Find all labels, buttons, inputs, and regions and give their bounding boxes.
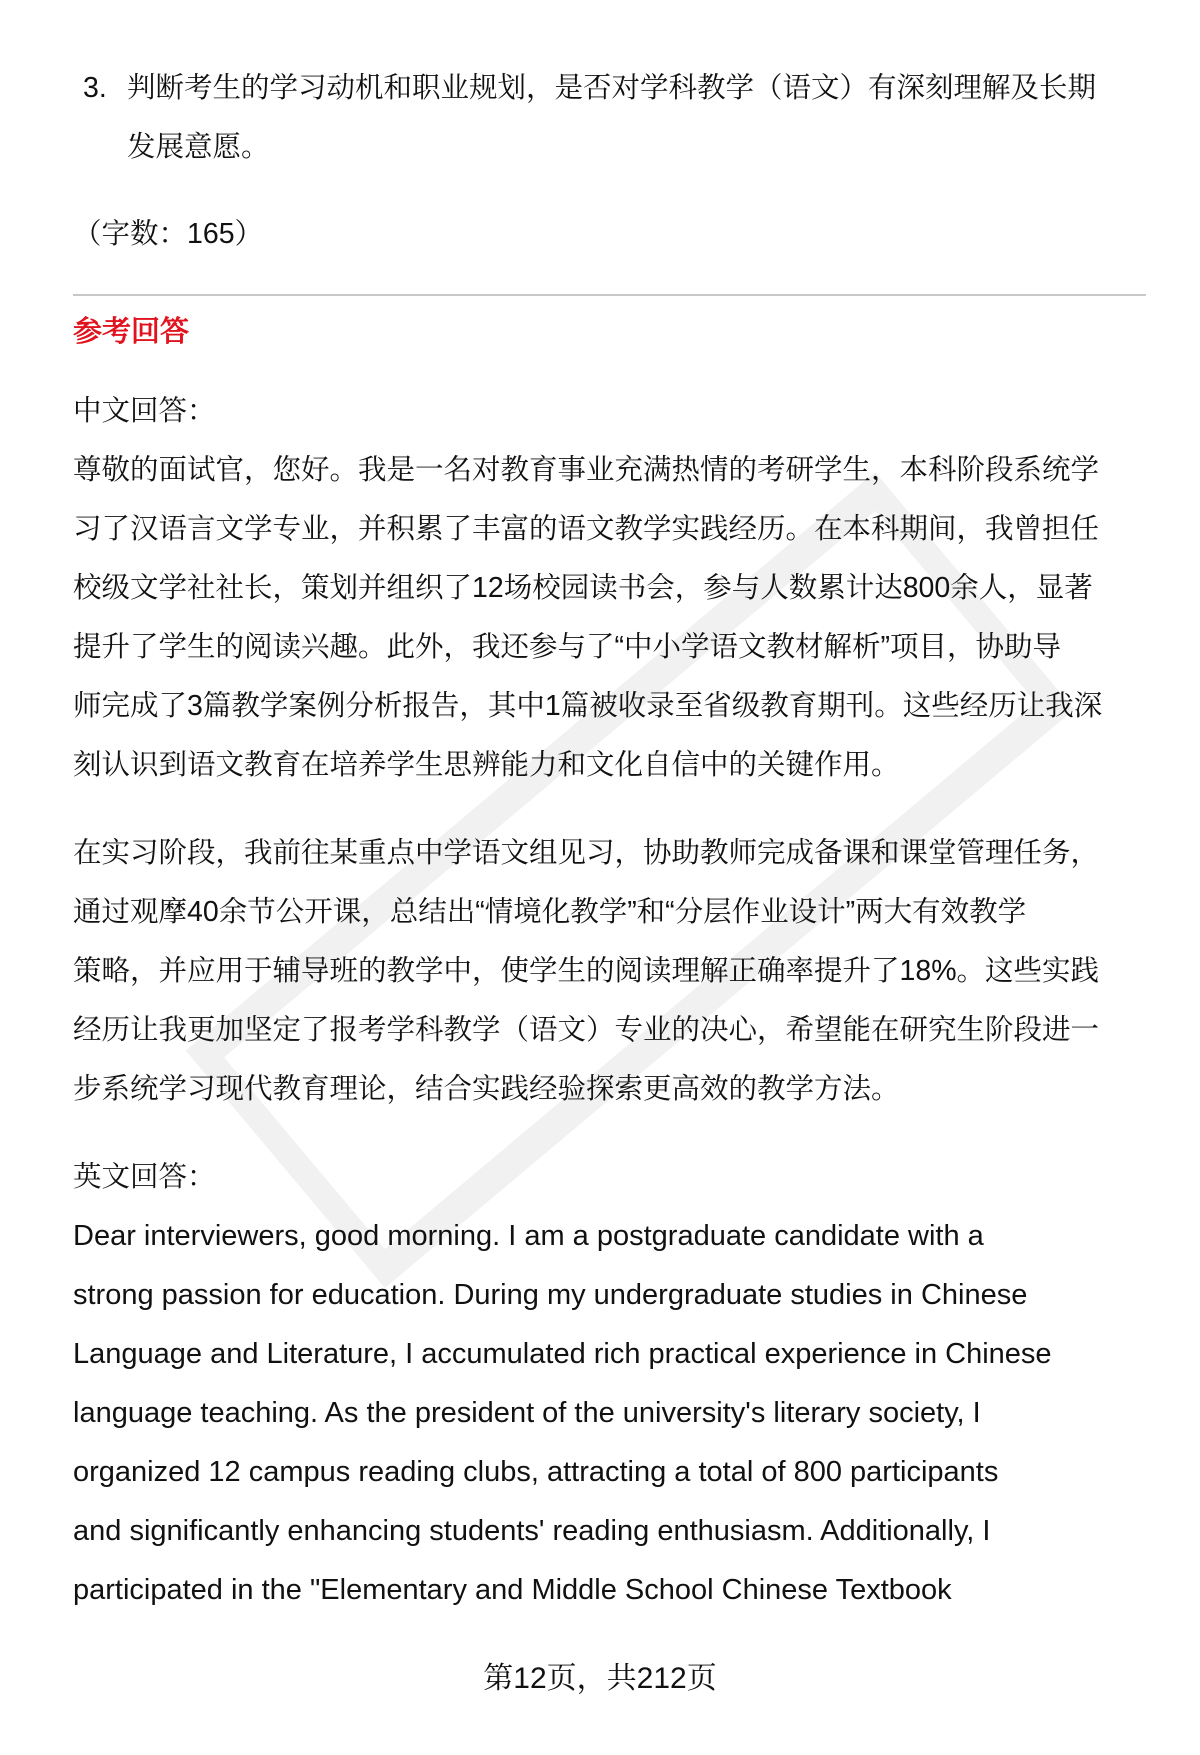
text-line: strong passion for education. During my undergraduate studies in Chinese bbox=[73, 1279, 1028, 1311]
text-line: participated in the "Elementary and Middle School Chinese Textbook bbox=[73, 1574, 952, 1606]
text-line: Language and Literature, I accumulated rich practical experience in Chinese bbox=[73, 1338, 1052, 1370]
text-line: 刻认识到语文教育在培养学生思辨能力和文化自信中的关键作用。 bbox=[73, 749, 900, 781]
word-count: （字数：165） bbox=[73, 218, 264, 250]
section-title: 参考回答 bbox=[73, 316, 190, 348]
chinese-answer bbox=[73, 382, 1153, 795]
page-number: 第12页，共212页 bbox=[483, 1662, 717, 1695]
paragraph bbox=[73, 824, 1153, 1119]
question-line: 判断考生的学习动机和职业规划，是否对学科教学（语文）有深刻理解及长期 bbox=[127, 72, 1097, 104]
text-line: 通过观摩40余节公开课，总结出“情境化教学”和“分层作业设计”两大有效教学 bbox=[73, 896, 1027, 928]
text-line: 校级文学社社长，策划并组织了12场校园读书会，参与人数累计达800余人，显著 bbox=[73, 572, 1093, 604]
text-line: 经历让我更加坚定了报考学科教学（语文）专业的决心，希望能在研究生阶段进一 bbox=[73, 1014, 1100, 1046]
divider bbox=[73, 294, 1146, 296]
question-line: 发展意愿。 bbox=[127, 131, 270, 163]
paragraph bbox=[73, 441, 1153, 795]
text-line: 策略，并应用于辅导班的教学中，使学生的阅读理解正确率提升了18%。这些实践 bbox=[73, 955, 1100, 987]
text-line: 在实习阶段，我前往某重点中学语文组见习，协助教师完成备课和课堂管理任务， bbox=[73, 837, 1100, 869]
text-line: language teaching. As the president of the university's literary society, I bbox=[73, 1397, 981, 1429]
text-line: organized 12 campus reading clubs, attracting a total of 800 participants bbox=[73, 1456, 999, 1488]
text-line: and significantly enhancing students' reading enthusiasm. Additionally, I bbox=[73, 1515, 991, 1547]
text-line: 师完成了3篇教学案例分析报告，其中1篇被收录至省级教育期刊。这些经历让我深 bbox=[73, 690, 1103, 722]
text-line: 尊敬的面试官，您好。我是一名对教育事业充满热情的考研学生，本科阶段系统学 bbox=[73, 454, 1100, 486]
text-line: 提升了学生的阅读兴趣。此外，我还参与了“中小学语文教材解析”项目，协助导 bbox=[73, 631, 1061, 663]
list-number: 3. bbox=[83, 72, 107, 104]
text-line: 步系统学习现代教育理论，结合实践经验探索更高效的教学方法。 bbox=[73, 1073, 900, 1105]
english-answer bbox=[73, 1148, 1153, 1620]
english-label: 英文回答： bbox=[73, 1161, 216, 1193]
text-line: Dear interviewers, good morning. I am a postgraduate candidate with a bbox=[73, 1220, 984, 1252]
text-line: 习了汉语言文学专业，并积累了丰富的语文教学实践经历。在本科期间，我曾担任 bbox=[73, 513, 1100, 545]
chinese-label: 中文回答： bbox=[73, 395, 216, 427]
